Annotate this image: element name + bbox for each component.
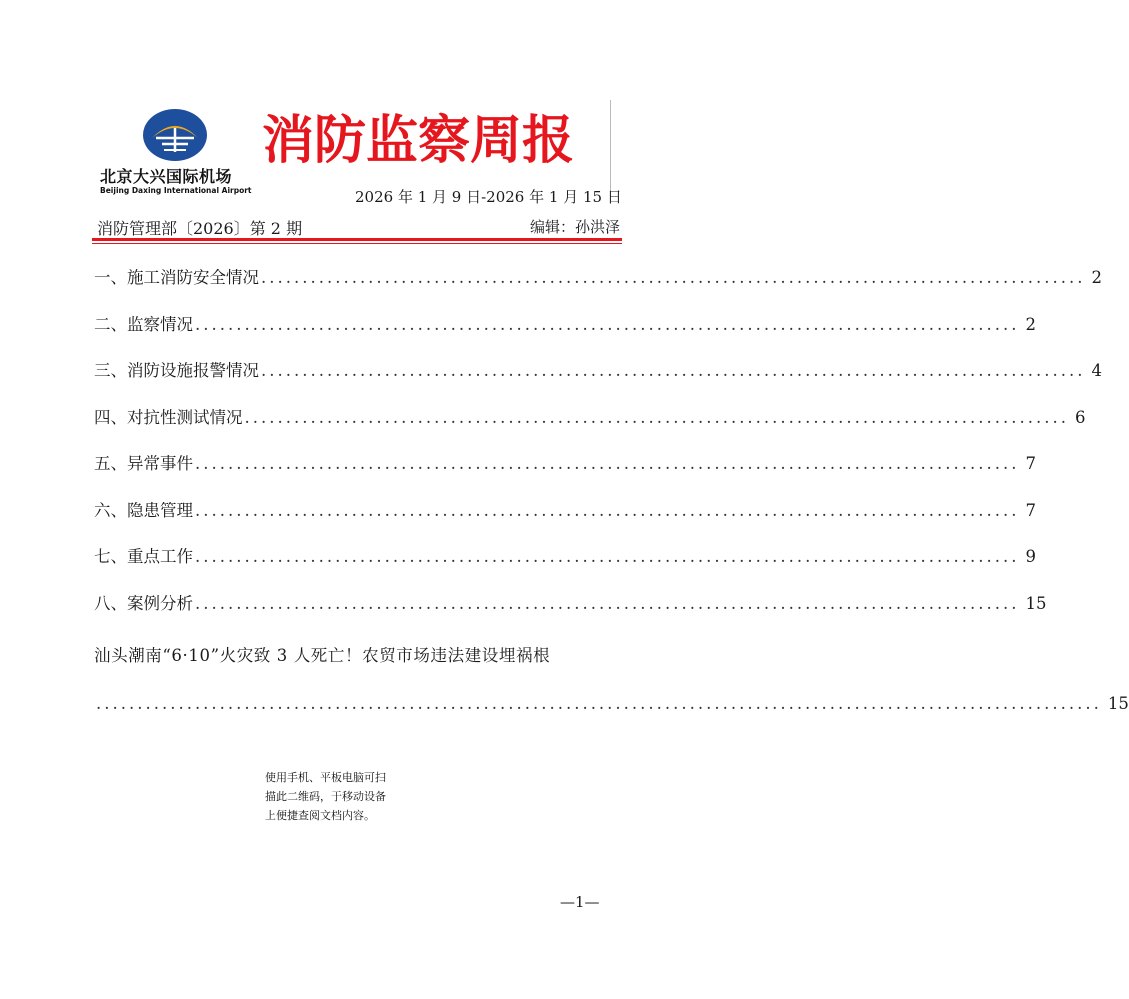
toc-leader: ....................................................................................................	[261, 268, 1086, 287]
toc-item-page: 15	[1025, 593, 1047, 613]
issue-number: 消防管理部〔2026〕第 2 期	[97, 219, 303, 238]
toc-item[interactable]	[94, 543, 1036, 590]
qr-note	[265, 768, 425, 825]
toc-subitem-row[interactable]	[94, 694, 1129, 713]
toc-leader: ....................................................................................................	[195, 500, 1020, 520]
toc-item-label: 一、施工消防安全情况	[94, 268, 259, 287]
toc-item[interactable]	[94, 590, 1047, 637]
toc-item-label: 六、隐患管理	[94, 500, 193, 520]
qr-note-line: 描此二维码，于移动设备	[265, 790, 386, 803]
toc-leader: ....................................................................................................	[195, 314, 1020, 334]
toc-item-page: 4	[1091, 361, 1102, 380]
toc-item-label: 五、异常事件	[94, 454, 193, 473]
toc-leader: ....................................................................................................	[195, 454, 1020, 473]
qr-note-line: 使用手机、平板电脑可扫	[265, 771, 386, 784]
table-of-contents	[94, 264, 1129, 713]
toc-leader: ..........................................................................................................................	[96, 694, 1102, 713]
toc-item-label: 三、消防设施报警情况	[94, 361, 259, 380]
toc-item-page: 2	[1091, 268, 1102, 287]
toc-item[interactable]	[94, 450, 1036, 497]
toc-item-page: 7	[1025, 500, 1036, 520]
toc-item-page: 9	[1025, 547, 1036, 566]
date-range: 2026 年 1 月 9 日-2026 年 1 月 15 日	[355, 188, 622, 206]
airport-logo	[100, 108, 250, 198]
airport-name-en: Beijing Daxing International Airport	[100, 186, 252, 195]
toc-item[interactable]	[94, 264, 1102, 311]
toc-item[interactable]	[94, 404, 1086, 451]
toc-leader: ....................................................................................................	[244, 407, 1069, 427]
airport-emblem-icon	[142, 108, 208, 164]
airport-name-cn: 北京大兴国际机场	[100, 167, 233, 186]
toc-item-page: 2	[1025, 314, 1036, 334]
toc-item-page: 7	[1025, 454, 1036, 473]
page-number: —1—	[560, 893, 600, 911]
toc-item[interactable]	[94, 311, 1036, 358]
toc-item-label: 八、案例分析	[94, 593, 193, 613]
header-rule-thick	[92, 238, 622, 241]
toc-leader: ....................................................................................................	[195, 547, 1020, 566]
toc-item[interactable]	[94, 497, 1036, 544]
header-rule-thin	[92, 243, 622, 244]
toc-item[interactable]	[94, 357, 1102, 404]
toc-leader: ....................................................................................................	[195, 593, 1020, 613]
toc-leader: ....................................................................................................	[261, 361, 1086, 380]
toc-subitem-page: 15	[1107, 694, 1129, 713]
masthead-title: 消防监察周报	[262, 110, 575, 171]
toc-subitem-label[interactable]: 汕头潮南“6·10”火灾致 3 人死亡！农贸市场违法建设埋祸根	[94, 646, 551, 665]
toc-item-label: 七、重点工作	[94, 547, 193, 566]
toc-item-label: 四、对抗性测试情况	[94, 407, 243, 427]
editor: 编辑：孙洪泽	[529, 218, 620, 236]
toc-item-page: 6	[1075, 407, 1086, 427]
toc-item-label: 二、监察情况	[94, 314, 193, 334]
qr-note-line: 上便捷查阅文档内容。	[265, 809, 375, 822]
